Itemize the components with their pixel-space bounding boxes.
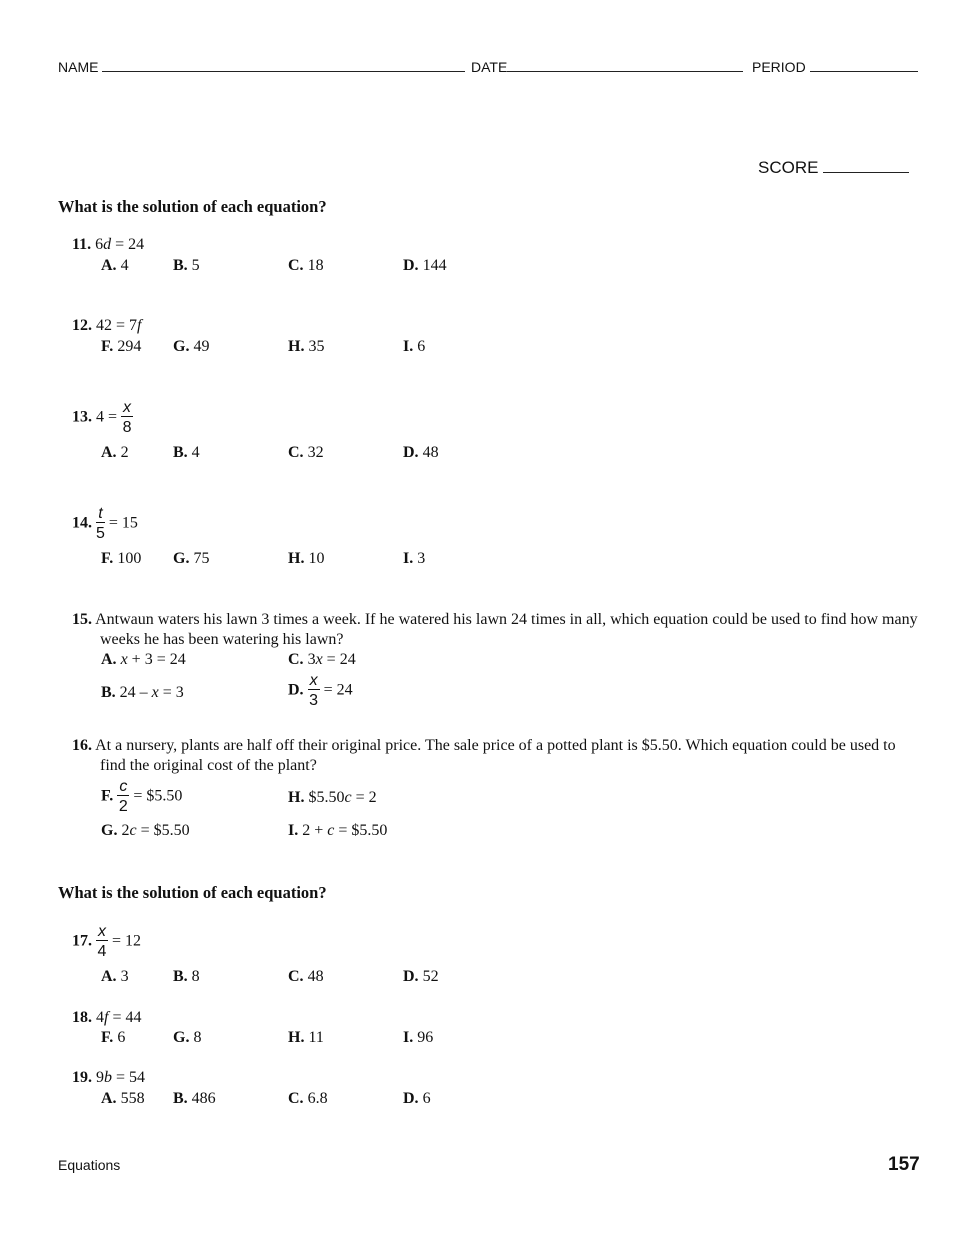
choice-value: 2	[120, 444, 129, 461]
question-text: At a nursery, plants are half off their original price. The sale price of a potted plant is $5.50. Which equation could be used to find the original cost of the plant?	[95, 737, 896, 774]
score-label: SCORE	[758, 158, 819, 177]
equation-part: + 3 = 24	[127, 651, 186, 668]
choice-17-d[interactable]	[403, 968, 439, 986]
choice-value: 4	[120, 257, 129, 274]
equation-variable: f	[137, 317, 142, 334]
choice-value: 18	[307, 257, 324, 274]
choice-value: 11	[308, 1029, 324, 1046]
choice-12-g[interactable]	[173, 338, 209, 356]
equation-part: $5.50	[308, 789, 345, 806]
question-14-prompt	[72, 506, 138, 542]
choice-value: 294	[117, 338, 142, 355]
date-line	[471, 58, 743, 75]
equation-part: = 24	[322, 651, 356, 668]
equation-variable: c	[327, 822, 335, 839]
choice-16-h[interactable]	[288, 789, 377, 807]
date-blank[interactable]	[507, 58, 743, 72]
choice-letter: B.	[173, 968, 188, 985]
fraction-numerator: t	[98, 505, 103, 522]
equation-part: 2 +	[302, 822, 328, 839]
choice-letter: A.	[101, 444, 117, 461]
choice-letter: H.	[288, 338, 305, 355]
choice-18-i[interactable]	[403, 1029, 433, 1047]
equation-part: 4	[96, 1009, 104, 1026]
equation-part: = 54	[112, 1069, 146, 1086]
choice-letter: C.	[288, 257, 304, 274]
choice-letter: I.	[288, 822, 299, 839]
fraction-numerator: x	[309, 672, 318, 689]
fraction-numerator: x	[123, 399, 132, 416]
choice-value: 35	[308, 338, 325, 355]
period-label: PERIOD	[752, 59, 806, 75]
choice-letter: D.	[288, 681, 304, 699]
choice-value: 144	[422, 257, 447, 274]
period-blank[interactable]	[810, 58, 918, 72]
choice-14-h[interactable]	[288, 550, 324, 568]
fraction-denominator: 2	[118, 798, 128, 815]
fraction	[96, 924, 108, 960]
choice-value: 4	[191, 444, 200, 461]
question-18-prompt	[72, 1009, 141, 1027]
choice-letter: F.	[101, 550, 114, 567]
choice-value: 558	[120, 1090, 145, 1107]
choice-value: 8	[193, 1029, 202, 1046]
choice-11-a[interactable]	[101, 257, 129, 275]
choice-letter: A.	[101, 257, 117, 274]
score-line	[758, 157, 909, 178]
equation-variable: x	[315, 651, 323, 668]
equation-variable: d	[103, 236, 112, 253]
question-text: Antwaun waters his lawn 3 times a week. If he watered his lawn 24 times in all, which equation could be used to find how many weeks he has been watering his lawn?	[95, 611, 918, 648]
question-number: 19.	[72, 1069, 92, 1086]
question-19-prompt	[72, 1069, 145, 1087]
equation-variable: c	[344, 789, 352, 806]
choice-13-c[interactable]	[288, 444, 324, 462]
fraction-denominator: 4	[97, 943, 107, 960]
equation-part: 4 =	[96, 408, 122, 426]
choice-15-a[interactable]	[101, 651, 186, 669]
choice-16-g[interactable]	[101, 822, 190, 840]
choice-letter: H.	[288, 550, 305, 567]
equation-part: = 24	[111, 236, 145, 253]
question-number: 15.	[72, 611, 92, 628]
choice-15-d[interactable]	[288, 673, 353, 709]
choice-value: 96	[417, 1029, 434, 1046]
equation-part: = 2	[351, 789, 377, 806]
name-label: NAME	[58, 59, 99, 75]
choice-value: 486	[191, 1090, 216, 1107]
choice-13-d[interactable]	[403, 444, 439, 462]
choice-letter: I.	[403, 1029, 414, 1046]
choice-letter: D.	[403, 1090, 419, 1107]
choice-14-f[interactable]	[101, 550, 141, 568]
equation-part: 3	[307, 651, 316, 668]
choice-value: 48	[422, 444, 439, 461]
choice-17-c[interactable]	[288, 968, 324, 986]
equation-part: 24 –	[119, 684, 152, 701]
choice-value: 3	[417, 550, 426, 567]
question-11-prompt	[72, 236, 144, 254]
question-number: 18.	[72, 1009, 92, 1026]
fraction-numerator: x	[98, 923, 106, 940]
choice-19-b[interactable]	[173, 1090, 216, 1108]
choice-letter: H.	[288, 1029, 305, 1046]
choice-letter: G.	[173, 338, 190, 355]
choice-14-i[interactable]	[403, 550, 425, 568]
choice-value: 49	[193, 338, 210, 355]
choice-letter: G.	[173, 550, 190, 567]
equation-part: 9	[96, 1069, 104, 1086]
section-title-1: What is the solution of each equation?	[58, 197, 327, 216]
equation-part: 42 = 7	[96, 317, 138, 334]
question-number: 11.	[72, 236, 92, 253]
choice-letter: C.	[288, 651, 304, 668]
choice-12-f[interactable]	[101, 338, 141, 356]
choice-value: 8	[191, 968, 200, 985]
choice-letter: G.	[173, 1029, 190, 1046]
choice-value: 48	[307, 968, 324, 985]
choice-value: 52	[422, 968, 439, 985]
choice-letter: D.	[403, 257, 419, 274]
choice-letter: C.	[288, 1090, 304, 1107]
equation-part: = $5.50	[136, 822, 190, 839]
choice-letter: C.	[288, 444, 304, 461]
equation-part: = 3	[158, 684, 184, 701]
choice-letter: F.	[101, 338, 114, 355]
choice-letter: H.	[288, 789, 305, 806]
choice-letter: I.	[403, 550, 414, 567]
question-number: 12.	[72, 317, 92, 334]
equation-part: = 24	[319, 681, 353, 699]
section-title-2: What is the solution of each equation?	[58, 883, 327, 902]
name-blank[interactable]	[102, 58, 465, 72]
equation-part: = 44	[108, 1009, 142, 1026]
choice-19-d[interactable]	[403, 1090, 431, 1108]
choice-letter: B.	[173, 444, 188, 461]
choice-19-c[interactable]	[288, 1090, 328, 1108]
choice-letter: G.	[101, 822, 118, 839]
choice-letter: A.	[101, 1090, 117, 1107]
choice-letter: A.	[101, 968, 117, 985]
equation-part: = 12	[108, 932, 142, 950]
fraction	[96, 506, 105, 542]
choice-18-g[interactable]	[173, 1029, 201, 1047]
choice-15-b[interactable]	[101, 684, 184, 702]
name-line	[58, 58, 465, 75]
choice-16-i[interactable]	[288, 822, 387, 840]
date-label: DATE	[471, 59, 508, 75]
choice-11-d[interactable]	[403, 257, 447, 275]
choice-letter: I.	[403, 338, 414, 355]
equation-variable: x	[151, 684, 159, 701]
question-13-prompt	[72, 400, 133, 436]
choice-18-f[interactable]	[101, 1029, 125, 1047]
choice-letter: C.	[288, 968, 304, 985]
choice-15-c[interactable]	[288, 651, 356, 669]
choice-letter: D.	[403, 968, 419, 985]
choice-value: 6.8	[307, 1090, 328, 1107]
choice-letter: B.	[173, 1090, 188, 1107]
equation-part: 6	[95, 236, 104, 253]
fraction-denominator: 5	[96, 525, 105, 542]
fraction	[121, 400, 133, 436]
choice-value: 6	[417, 338, 426, 355]
question-number: 14.	[72, 514, 92, 532]
fraction-denominator: 8	[122, 419, 132, 436]
question-number: 13.	[72, 408, 92, 426]
question-17-prompt	[72, 924, 141, 960]
choice-value: 5	[191, 257, 200, 274]
choice-16-f[interactable]	[101, 779, 182, 815]
choice-letter: A.	[101, 651, 117, 668]
choice-value: 32	[307, 444, 324, 461]
equation-variable: c	[129, 822, 137, 839]
choice-12-i[interactable]	[403, 338, 425, 356]
question-16-prompt	[72, 736, 920, 776]
choice-value: 6	[117, 1029, 126, 1046]
equation-variable: b	[104, 1069, 112, 1086]
choice-13-a[interactable]	[101, 444, 129, 462]
choice-17-a[interactable]	[101, 968, 129, 986]
equation-variable: f	[104, 1009, 109, 1026]
footer-chapter: Equations	[58, 1157, 121, 1173]
choice-letter: B.	[173, 257, 188, 274]
score-blank[interactable]	[823, 157, 909, 173]
choice-12-h[interactable]	[288, 338, 324, 356]
choice-value: 6	[422, 1090, 431, 1107]
choice-13-b[interactable]	[173, 444, 200, 462]
choice-letter: F.	[101, 1029, 114, 1046]
question-number: 16.	[72, 737, 92, 754]
fraction	[117, 779, 129, 815]
equation-part: = 15	[104, 514, 138, 532]
fraction	[308, 673, 320, 709]
choice-14-g[interactable]	[173, 550, 209, 568]
fraction-numerator: c	[119, 778, 128, 795]
choice-letter: B.	[101, 684, 116, 701]
equation-part: = $5.50	[334, 822, 388, 839]
choice-19-a[interactable]	[101, 1090, 145, 1108]
fraction-denominator: 3	[309, 692, 319, 709]
choice-11-c[interactable]	[288, 257, 324, 275]
period-line	[752, 58, 918, 75]
choice-value: 75	[193, 550, 210, 567]
question-12-prompt	[72, 317, 141, 335]
equation-part: 2	[121, 822, 130, 839]
choice-18-h[interactable]	[288, 1029, 324, 1047]
equation-part: = $5.50	[129, 787, 183, 805]
question-15-prompt	[72, 610, 920, 650]
equation-variable: x	[120, 651, 128, 668]
choice-11-b[interactable]	[173, 257, 200, 275]
choice-value: 100	[117, 550, 142, 567]
choice-letter: D.	[403, 444, 419, 461]
choice-17-b[interactable]	[173, 968, 200, 986]
choice-value: 3	[120, 968, 129, 985]
choice-value: 10	[308, 550, 325, 567]
question-number: 17.	[72, 932, 92, 950]
choice-letter: F.	[101, 787, 114, 805]
page-number: 157	[888, 1154, 920, 1175]
